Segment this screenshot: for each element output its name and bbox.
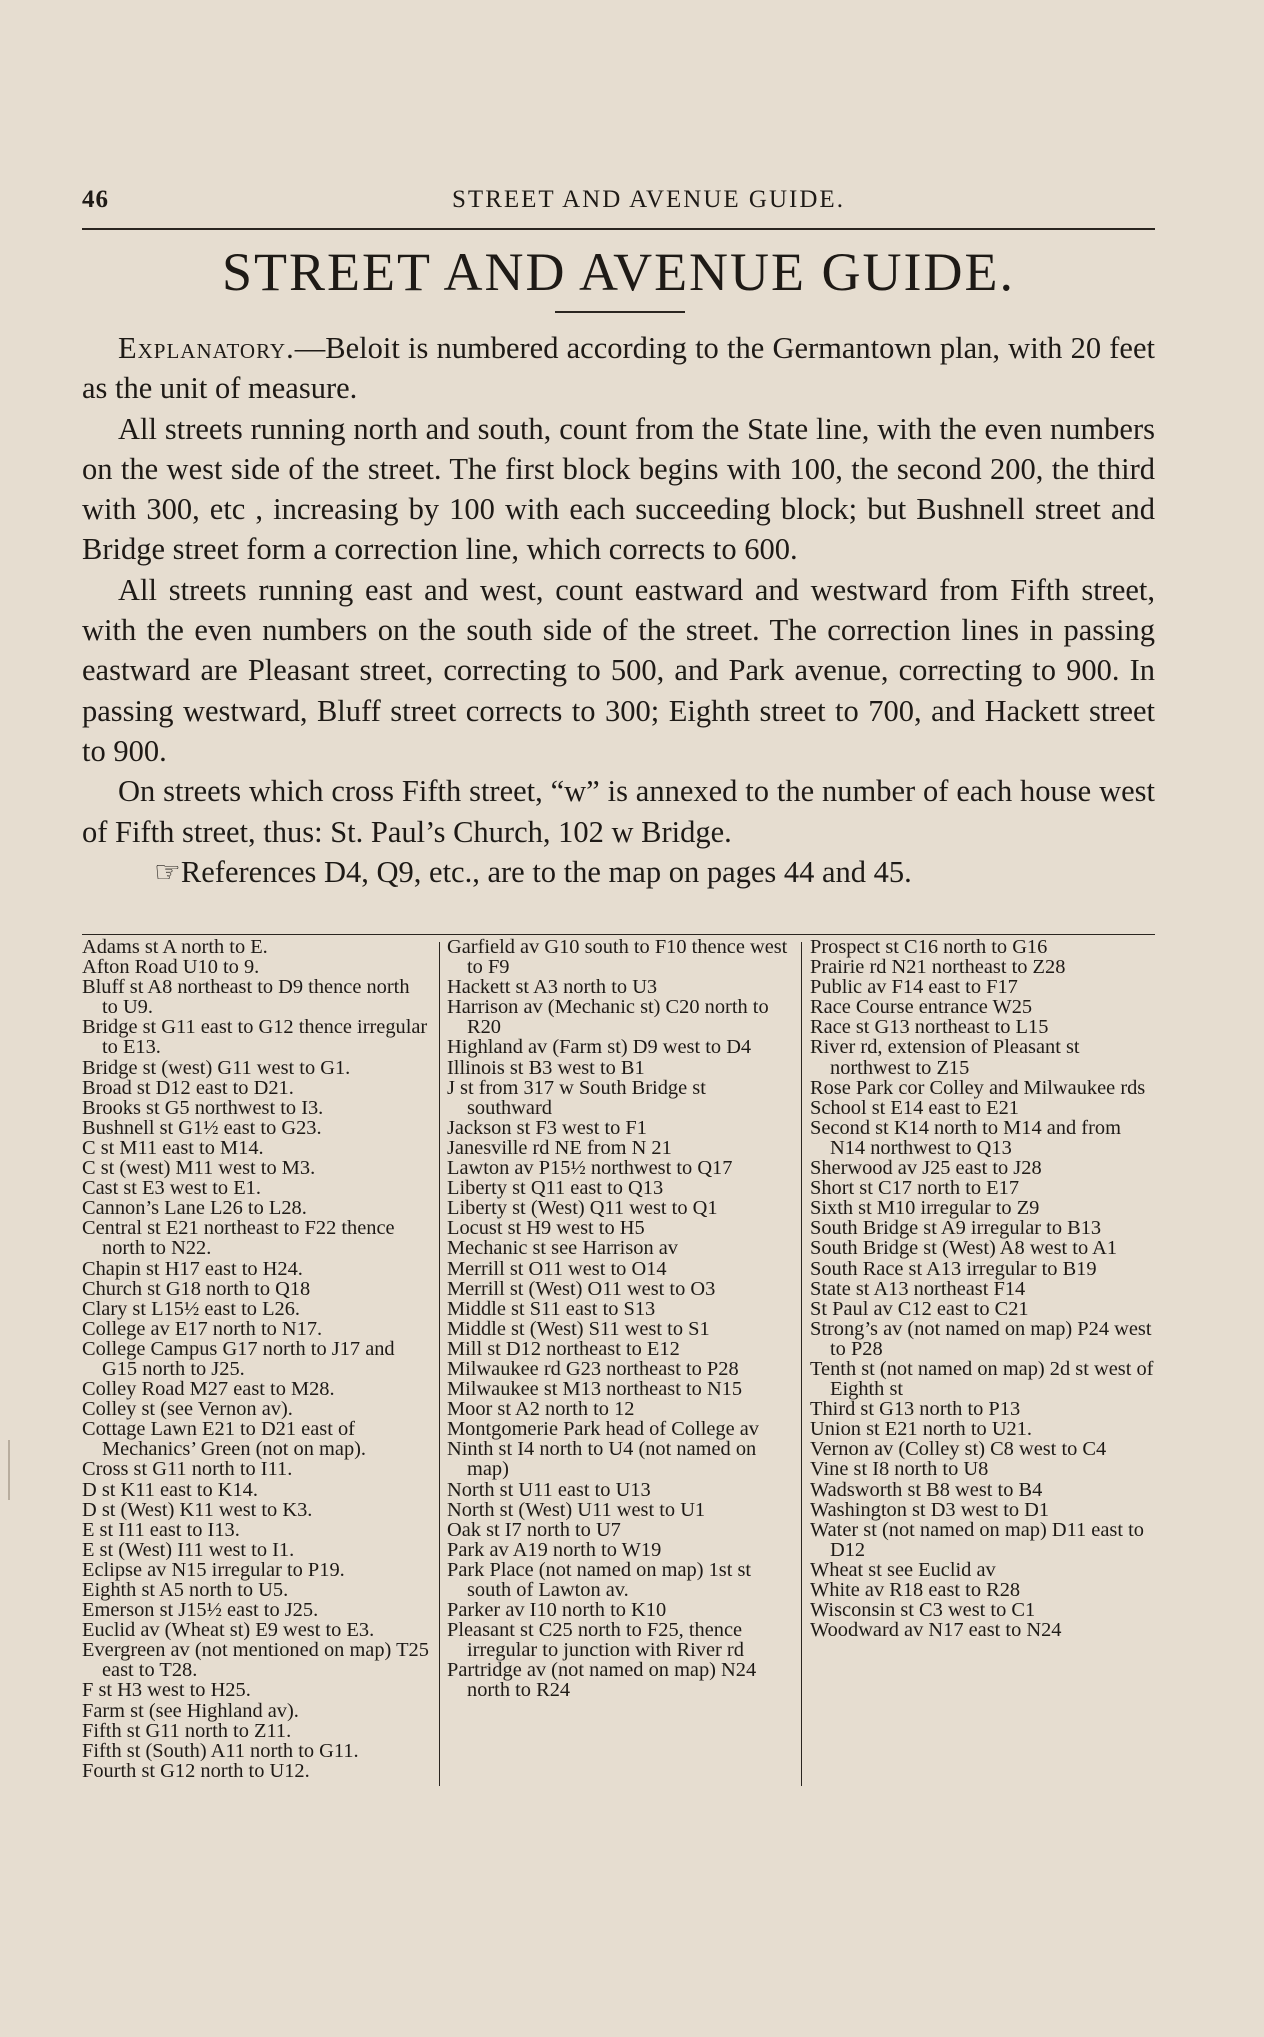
street-entry: South Race st A13 irregular to B19 (810, 1257, 1097, 1280)
street-entry: Cannon’s Lane L26 to L28. (82, 1197, 307, 1220)
street-entry: Milwaukee st M13 northeast to N15 (447, 1378, 743, 1401)
street-entry: Emerson st J15½ east to J25. (82, 1599, 319, 1622)
street-entry: School st E14 east to E21 (810, 1096, 1019, 1119)
street-entry: Janesville rd NE from N 21 (447, 1136, 672, 1159)
intro-paragraph-4: On streets which cross Fifth street, “w” is annexed to the number of each house west of Fifth street, thus: St. Paul’s Church, 102 w Bridge. (82, 774, 1155, 849)
street-entry: Cast st E3 west to E1. (82, 1177, 261, 1200)
street-entry: Vine st I8 north to U8 (810, 1458, 989, 1481)
street-entry: Afton Road U10 to 9. (82, 956, 260, 979)
street-entry: Liberty st (West) Q11 west to Q1 (447, 1197, 718, 1220)
pointing-hand-icon: ☞ (154, 855, 181, 889)
street-entry: River rd, extension of Pleasant st northwest to Z15 (810, 1036, 1080, 1079)
street-entry: Wadsworth st B8 west to B4 (810, 1478, 1043, 1501)
street-entry: Milwaukee rd G23 northeast to P28 (447, 1357, 739, 1380)
street-entry: St Paul av C12 east to C21 (810, 1297, 1029, 1320)
street-entry: College Campus G17 north to J17 and G15 north to J25. (82, 1337, 395, 1380)
street-entry: Wisconsin st C3 west to C1 (810, 1599, 1036, 1622)
street-entry: Race st G13 northeast to L15 (810, 1016, 1049, 1039)
street-entry: Third st G13 north to P13 (810, 1398, 1021, 1421)
street-entry: Mechanic st see Harrison av (447, 1237, 679, 1260)
explanatory-text (82, 328, 1155, 893)
street-entry: Ninth st I4 north to U4 (not named on map) (447, 1438, 757, 1481)
street-entry: Parker av I10 north to K10 (447, 1599, 667, 1622)
street-entry: C st M11 east to M14. (82, 1136, 264, 1159)
street-entry: Brooks st G5 northwest to I3. (82, 1096, 324, 1119)
street-entry: South Bridge st (West) A8 west to A1 (810, 1237, 1118, 1260)
street-entry: White av R18 east to R28 (810, 1579, 1021, 1601)
street-entry: J st from 317 w South Bridge st southward (447, 1076, 706, 1119)
street-entry: Harrison av (Mechanic st) C20 north to R20 (447, 996, 769, 1039)
column-divider (801, 942, 802, 1786)
street-index-column-3 (810, 937, 1155, 1640)
running-head (82, 186, 1155, 220)
street-entry: South Bridge st A9 irregular to B13 (810, 1217, 1102, 1240)
page-title: STREET AND AVENUE GUIDE. (221, 242, 1015, 302)
street-entry: Fifth st (South) A11 north to G11. (82, 1739, 359, 1762)
street-entry: Bushnell st G1½ east to G23. (82, 1116, 322, 1139)
street-entry: Woodward av N17 east to N24 (810, 1619, 1062, 1642)
street-entry: Eclipse av N15 irregular to P19. (82, 1558, 345, 1581)
street-entry: Clary st L15½ east to L26. (82, 1297, 301, 1320)
street-entry: Prospect st C16 north to G16 (810, 936, 1048, 958)
street-entry: Wheat st see Euclid av (810, 1558, 996, 1581)
street-entry: E st I11 east to I13. (82, 1518, 240, 1541)
street-entry: Washington st D3 west to D1 (810, 1498, 1050, 1521)
street-entry: Prairie rd N21 northeast to Z28 (810, 956, 1066, 979)
index-divider (82, 934, 1155, 935)
street-entry: D st K11 east to K14. (82, 1478, 258, 1501)
street-entry: Oak st I7 north to U7 (447, 1518, 621, 1541)
street-entry: E st (West) I11 west to I1. (82, 1538, 295, 1561)
street-index-column-2 (447, 937, 793, 1701)
street-entry: Fourth st G12 north to U12. (82, 1759, 310, 1782)
street-entry: Pleasant st C25 north to F25, thence irregular to junction with River rd (447, 1619, 744, 1662)
street-entry: Illinois st B3 west to B1 (447, 1056, 645, 1079)
column-divider (439, 942, 440, 1786)
running-title: STREET AND AVENUE GUIDE. (452, 186, 845, 213)
street-entry: Colley st (see Vernon av). (82, 1398, 293, 1421)
street-entry: Garfield av G10 south to F10 thence west to F9 (447, 936, 788, 979)
street-entry: Highland av (Farm st) D9 west to D4 (447, 1036, 752, 1059)
street-entry: Middle st S11 east to S13 (447, 1297, 656, 1320)
street-entry: Water st (not named on map) D11 east to D12 (810, 1518, 1144, 1561)
intro-paragraph-2: All streets running north and south, count from the State line, with the even numbers on the west side of the street. The first block begins with 100, the second 200, the third with 300, etc , increasing by 100 with each succeeding block; but Bushnell street and Bridge street form a correction line, which corrects to 600. (82, 411, 1155, 567)
street-entry: Eighth st A5 north to U5. (82, 1579, 289, 1601)
street-entry: Park av A19 north to W19 (447, 1538, 662, 1561)
street-entry: Union st E21 north to U21. (810, 1418, 1033, 1441)
street-entry: Park Place (not named on map) 1st st south of Lawton av. (447, 1558, 752, 1601)
street-entry: Mill st D12 northeast to E12 (447, 1337, 680, 1360)
street-entry: North st (West) U11 west to U1 (447, 1498, 706, 1521)
street-entry: Tenth st (not named on map) 2d st west of Eighth st (810, 1357, 1154, 1401)
page-number: 46 (82, 186, 109, 213)
street-entry: D st (West) K11 west to K3. (82, 1498, 313, 1521)
street-entry: Chapin st H17 east to H24. (82, 1257, 303, 1280)
street-entry: Hackett st A3 north to U3 (447, 976, 658, 999)
intro-paragraph-5 (82, 852, 1155, 893)
street-entry: Montgomerie Park head of College av (447, 1418, 760, 1441)
title-divider (555, 311, 685, 313)
street-entry: Church st G18 north to Q18 (82, 1277, 311, 1300)
street-entry: Moor st A2 north to 12 (447, 1398, 635, 1421)
street-entry: Colley Road M27 east to M28. (82, 1378, 335, 1401)
street-entry: Broad st D12 east to D21. (82, 1076, 294, 1099)
street-entry: C st (west) M11 west to M3. (82, 1157, 316, 1180)
street-entry: Cross st G11 north to I11. (82, 1458, 293, 1481)
street-entry: State st A13 northeast F14 (810, 1277, 1026, 1300)
street-entry: Strong’s av (not named on map) P24 west to P28 (810, 1317, 1152, 1360)
street-entry: North st U11 east to U13 (447, 1478, 651, 1501)
street-entry: Liberty st Q11 east to Q13 (447, 1177, 664, 1200)
street-entry: Lawton av P15½ northwest to Q17 (447, 1157, 733, 1180)
street-index-column-1 (82, 937, 430, 1781)
street-entry: Adams st A north to E. (82, 936, 268, 958)
street-entry: Vernon av (Colley st) C8 west to C4 (810, 1438, 1107, 1461)
street-entry: Locust st H9 west to H5 (447, 1217, 645, 1240)
street-entry: F st H3 west to H25. (82, 1679, 251, 1702)
street-entry: Sixth st M10 irregular to Z9 (810, 1197, 1040, 1220)
intro-paragraph-1-text: —Beloit is numbered according to the Germantown plan, with 20 feet as the unit of measure. (82, 331, 1155, 406)
street-entry: Central st E21 northeast to F22 thence north to N22. (82, 1217, 395, 1260)
street-entry: Fifth st G11 north to Z11. (82, 1719, 292, 1742)
street-entry: Jackson st F3 west to F1 (447, 1116, 647, 1139)
street-entry: Bluff st A8 northeast to D9 thence north to U9. (82, 976, 410, 1019)
street-entry: Second st K14 north to M14 and from N14 northwest to Q13 (810, 1116, 1121, 1159)
street-entry: Public av F14 east to F17 (810, 976, 1018, 999)
street-entry: Merrill st O11 west to O14 (447, 1257, 667, 1280)
margin-mark (8, 1440, 10, 1500)
street-entry: Bridge st (west) G11 west to G1. (82, 1056, 351, 1079)
street-entry: Middle st (West) S11 west to S1 (447, 1317, 710, 1340)
street-entry: Rose Park cor Colley and Milwaukee rds (810, 1076, 1146, 1099)
street-entry: Euclid av (Wheat st) E9 west to E3. (82, 1619, 375, 1642)
street-entry: Bridge st G11 east to G12 thence irregular to E13. (82, 1016, 428, 1059)
explanatory-lead: Explanatory. (118, 331, 295, 365)
street-entry: Partridge av (not named on map) N24 north to R24 (447, 1659, 757, 1702)
street-entry: Merrill st (West) O11 west to O3 (447, 1277, 716, 1300)
street-entry: Farm st (see Highland av). (82, 1699, 299, 1722)
street-entry: College av E17 north to N17. (82, 1317, 323, 1340)
header-divider (82, 228, 1155, 230)
street-entry: Short st C17 north to E17 (810, 1177, 1020, 1200)
street-entry: Cottage Lawn E21 to D21 east of Mechanics’ Green (not on map). (82, 1418, 367, 1461)
references-note: References D4, Q9, etc., are to the map on pages 44 and 45. (180, 854, 912, 889)
street-entry: Evergreen av (not mentioned on map) T25 east to T28. (82, 1639, 429, 1682)
street-entry: Race Course entrance W25 (810, 996, 1033, 1019)
intro-paragraph-3: All streets running east and west, count eastward and westward from Fifth street, with the even numbers on the south side of the street. The correction lines in passing eastward are Pleasant street, correcting to 500, and Park avenue, correcting to 900. In passing westward, Bluff street corrects to 300; Eighth street to 700, and Hackett street to 900. (82, 572, 1155, 768)
intro-paragraph-1 (82, 328, 1155, 409)
street-entry: Sherwood av J25 east to J28 (810, 1157, 1042, 1180)
